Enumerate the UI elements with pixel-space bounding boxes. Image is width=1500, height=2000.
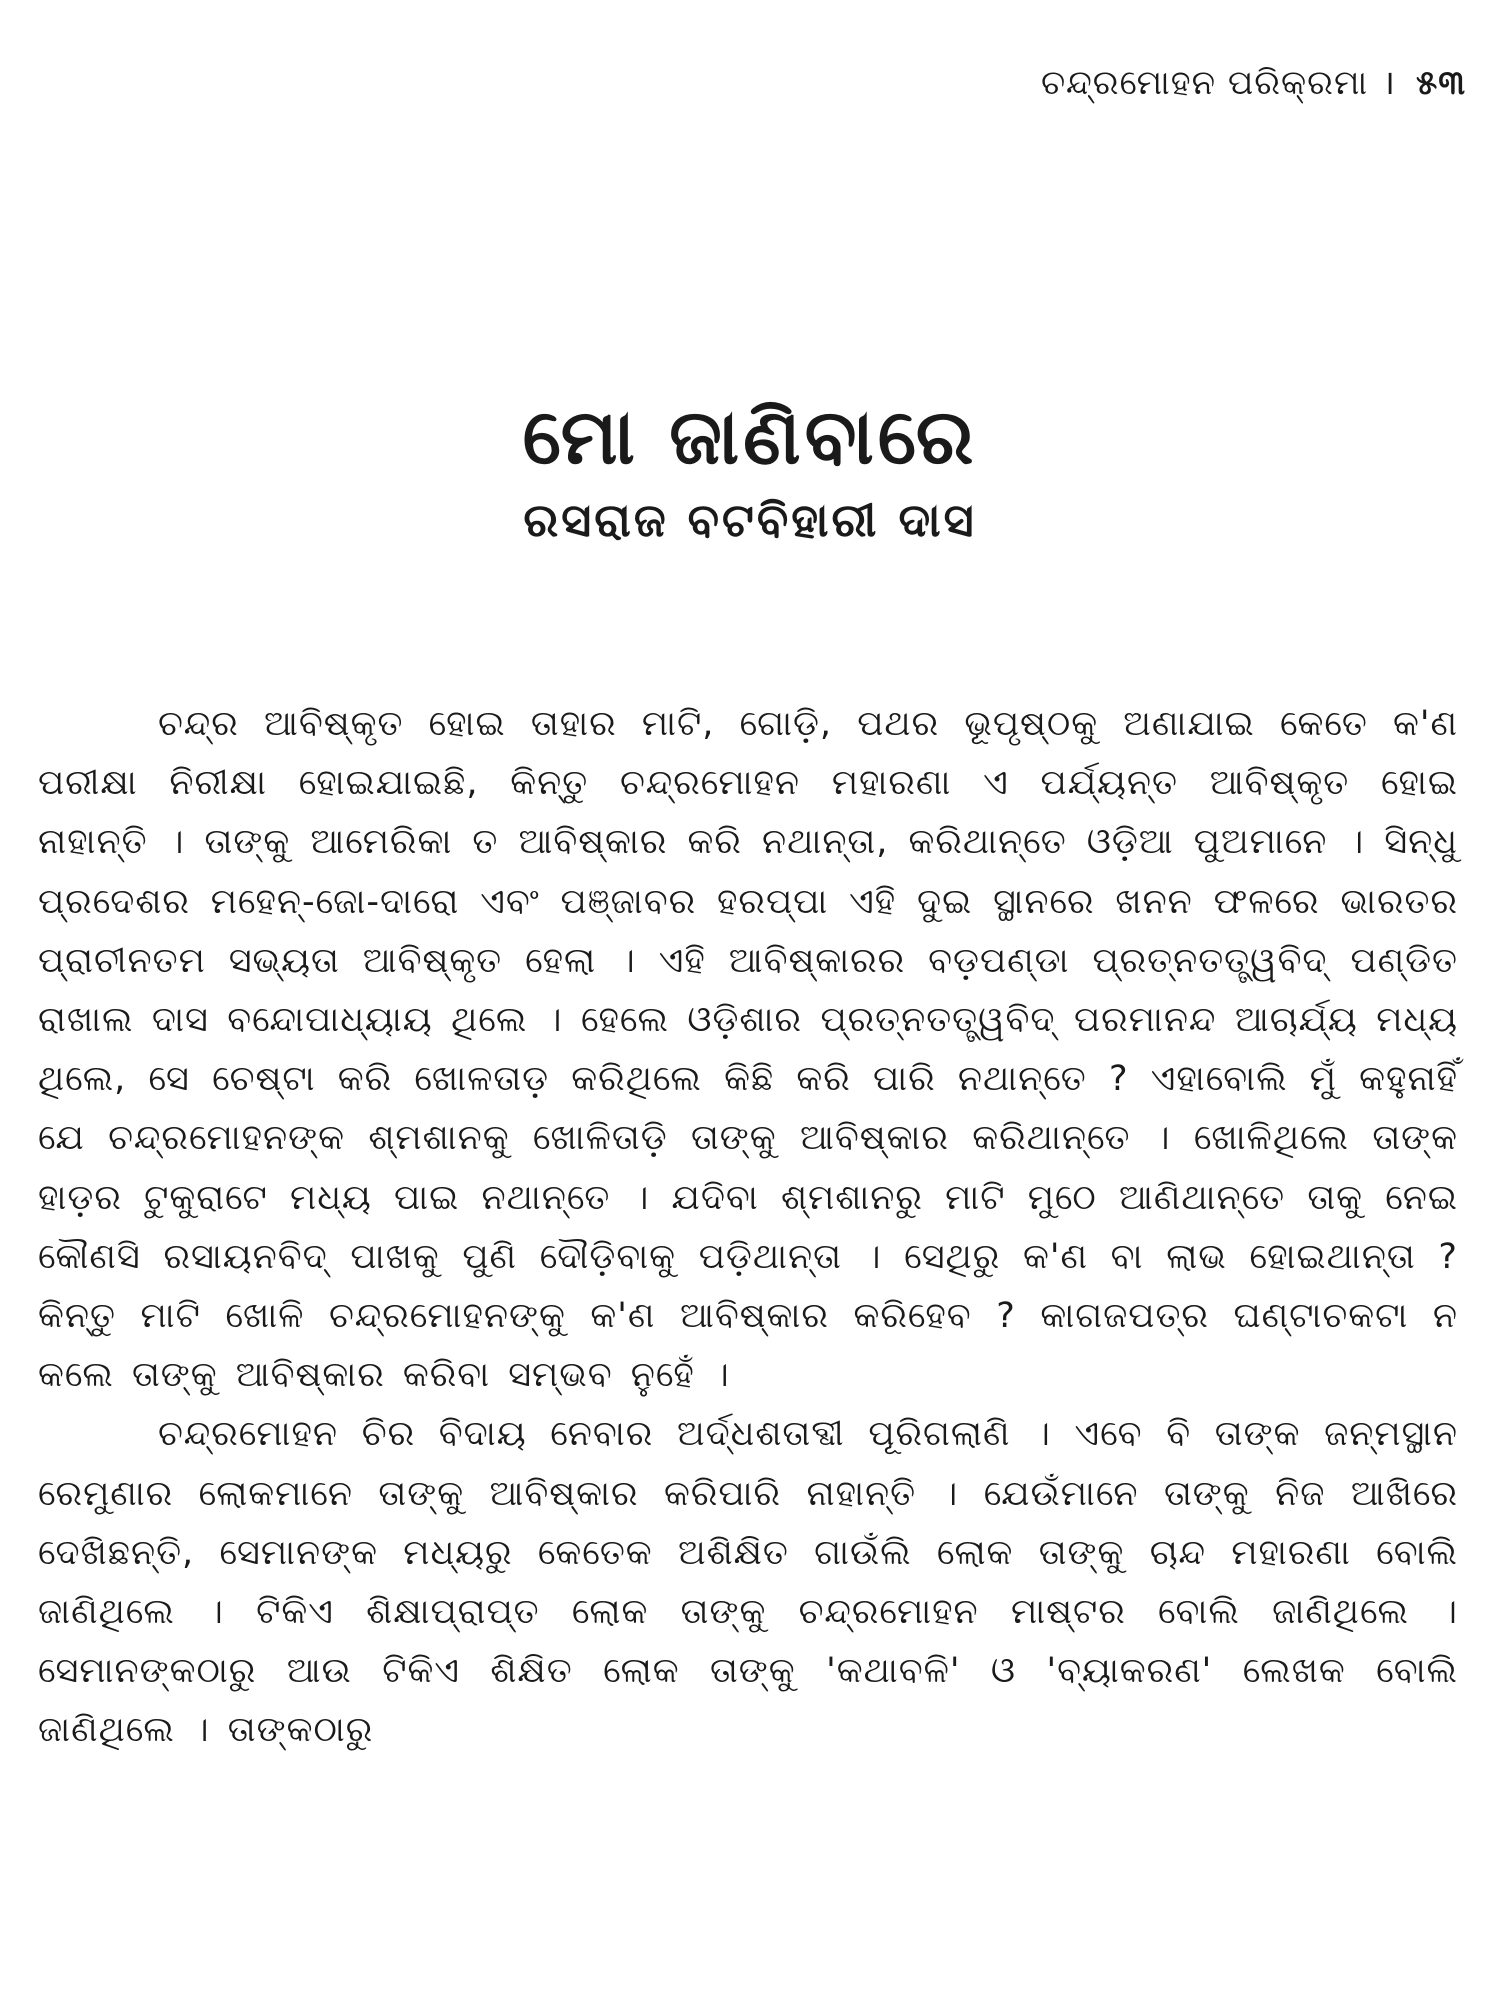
paragraph-1: ଚନ୍ଦ୍ର ଆବିଷ୍କୃତ ହୋଇ ତାହାର ମାଟି, ଗୋଡ଼ି, ପଥର ଭୂପୃଷ୍ଠକୁ ଅଣାଯାଇ କେତେ କ'ଣ ପରୀକ୍ଷା ନିରୀକ୍ଷା ହୋଇଯାଇଛି, କିନ୍ତୁ ଚନ୍ଦ୍ରମୋହନ ମହାରଣା ଏ ପର୍ଯ୍ୟନ୍ତ ଆବିଷ୍କୃତ ହୋଇ ନାହାନ୍ତି । ତାଙ୍କୁ ଆମେରିକା ତ ଆବିଷ୍କାର କରି ନଥାନ୍ତା, କରିଥାନ୍ତେ ଓଡ଼ିଆ ପୁଅମାନେ । ସିନ୍ଧୁ ପ୍ରଦେଶର ମହେନ୍-ଜୋ-ଦାରୋ ଏବଂ ପଞ୍ଜାବର ହରପ୍ପା ଏହି ଦୁଇ ସ୍ଥାନରେ ଖନନ ଫଳରେ ଭାରତର ପ୍ରାଚୀନତମ ସଭ୍ୟତା ଆବିଷ୍କୃତ ହେଲା । ଏହି ଆବିଷ୍କାରର ବଡ଼ପଣ୍ଡା ପ୍ରତ୍ନତତ୍ତ୍ୱବିଦ୍ ପଣ୍ଡିତ ରାଖାଲ ଦାସ ବନ୍ଦୋପାଧ୍ୟାୟ ଥିଲେ । ହେଲେ ଓଡ଼ିଶାର ପ୍ରତ୍ନତତ୍ତ୍ୱବିଦ୍ ପରମାନନ୍ଦ ଆଚାର୍ଯ୍ୟ ମଧ୍ୟ ଥିଲେ, ସେ ଚେଷ୍ଟା କରି ଖୋଳତାଡ଼ କରିଥିଲେ କିଛି କରି ପାରି ନଥାନ୍ତେ ? ଏହାବୋଲି ମୁଁ କହୁନାହିଁ ଯେ ଚନ୍ଦ୍ରମୋହନଙ୍କ ଶ୍ମଶାନକୁ ଖୋଳିତାଡ଼ି ତାଙ୍କୁ ଆବିଷ୍କାର କରିଥାନ୍ତେ । ଖୋଳିଥିଲେ ତାଙ୍କ ହାଡ଼ର ଟୁକୁରାଟେ ମଧ୍ୟ ପାଇ ନଥାନ୍ତେ । ଯଦିବା ଶ୍ମଶାନରୁ ମାଟି ମୁଠେ ଆଣିଥାନ୍ତେ ତାକୁ ନେଇ କୌଣସି ରସାୟନବିଦ୍ ପାଖକୁ ପୁଣି ଦୌଡ଼ିବାକୁ ପଡ଼ିଥାନ୍ତା । ସେଥିରୁ କ'ଣ ବା ଲାଭ ହୋଇଥାନ୍ତା ? କିନ୍ତୁ ମାଟି ଖୋଳି ଚନ୍ଦ୍ରମୋହନଙ୍କୁ କ'ଣ ଆବିଷ୍କାର କରିହେବ ? କାଗଜପତ୍ର ଘଣ୍ଟାଚକଟା ନ କଲେ ତାଙ୍କୁ ଆବିଷ୍କାର କରିବା ସମ୍ଭବ ନୁହେଁ ।: [38, 704, 1458, 1396]
article-author: ରସରାଜ ବଟବିହାରୀ ଦାସ: [523, 492, 977, 547]
article-body: [38, 695, 1458, 1761]
header-separator: ।: [1382, 63, 1397, 103]
book-title: ଚନ୍ଦ୍ରମୋହନ ପରିକ୍ରମା: [1041, 63, 1369, 103]
page-number: ୫୩: [1416, 63, 1466, 103]
running-header: [1041, 58, 1466, 104]
paragraph-2: ଚନ୍ଦ୍ରମୋହନ ଚିର ବିଦାୟ ନେବାର ଅର୍ଦ୍ଧଶତାବ୍ଦୀ ପୂରିଗଲାଣି । ଏବେ ବି ତାଙ୍କ ଜନ୍ମସ୍ଥାନ ରେମୁଣାର ଲୋକମାନେ ତାଙ୍କୁ ଆବିଷ୍କାର କରିପାରି ନାହାନ୍ତି । ଯେଉଁମାନେ ତାଙ୍କୁ ନିଜ ଆଖିରେ ଦେଖିଛନ୍ତି, ସେମାନଙ୍କ ମଧ୍ୟରୁ କେତେକ ଅଶିକ୍ଷିତ ଗାଉଁଲି ଲୋକ ତାଙ୍କୁ ଚାନ୍ଦ ମହାରଣା ବୋଲି ଜାଣିଥିଲେ । ଟିକିଏ ଶିକ୍ଷାପ୍ରାପ୍ତ ଲୋକ ତାଙ୍କୁ ଚନ୍ଦ୍ରମୋହନ ମାଷ୍ଟର ବୋଲି ଜାଣିଥିଲେ । ସେମାନଙ୍କଠାରୁ ଆଉ ଟିକିଏ ଶିକ୍ଷିତ ଲୋକ ତାଙ୍କୁ 'କଥାବଳି' ଓ 'ବ୍ୟାକରଣ' ଲେଖକ ବୋଲି ଜାଣିଥିଲେ । ତାଙ୍କଠାରୁ: [38, 1414, 1458, 1751]
article-title: ମୋ ଜାଣିବାରେ: [522, 392, 978, 481]
title-block: [0, 392, 1500, 548]
